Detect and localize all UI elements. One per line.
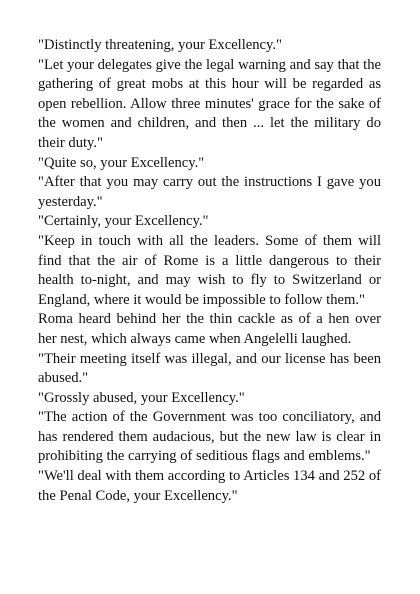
paragraph: "The action of the Government was too conciliatory, and has rendered them audacious, but the new law is clear in prohibiting the carrying of seditious flags and emblems." <box>38 409 381 465</box>
paragraph: "Their meeting itself was illegal, and our license has been abused." <box>38 350 381 387</box>
paragraph: "After that you may carry out the instructions I gave you yesterday." <box>38 174 381 210</box>
paragraph: "We'll deal with them according to Articles 134 and 252 of the Penal Code, your Excellency." <box>38 468 381 504</box>
paragraph: "Certainly, your Excellency." <box>38 213 209 230</box>
paragraph: Roma heard behind her the thin cackle as of a hen over her nest, which always came when Angelelli laughed. <box>38 311 381 347</box>
paragraph: "Quite so, your Excellency." <box>38 154 205 171</box>
document-page <box>38 36 381 506</box>
paragraph: "Distinctly threatening, your Excellency." <box>38 37 282 53</box>
paragraph: "Keep in touch with all the leaders. Some of them will find that the air of Rome is a little dangerous to their health to-night, and may wish to fly to Switzerland or England, where it would be impossible to follow them." <box>38 232 381 308</box>
paragraph: "Grossly abused, your Excellency." <box>38 389 245 406</box>
paragraph: "Let your delegates give the legal warning and say that the gathering of great mobs at this hour will be regarded as open rebellion. Allow three minutes' grace for the sake of the women and children, and then ... let the military do their duty." <box>38 56 381 151</box>
